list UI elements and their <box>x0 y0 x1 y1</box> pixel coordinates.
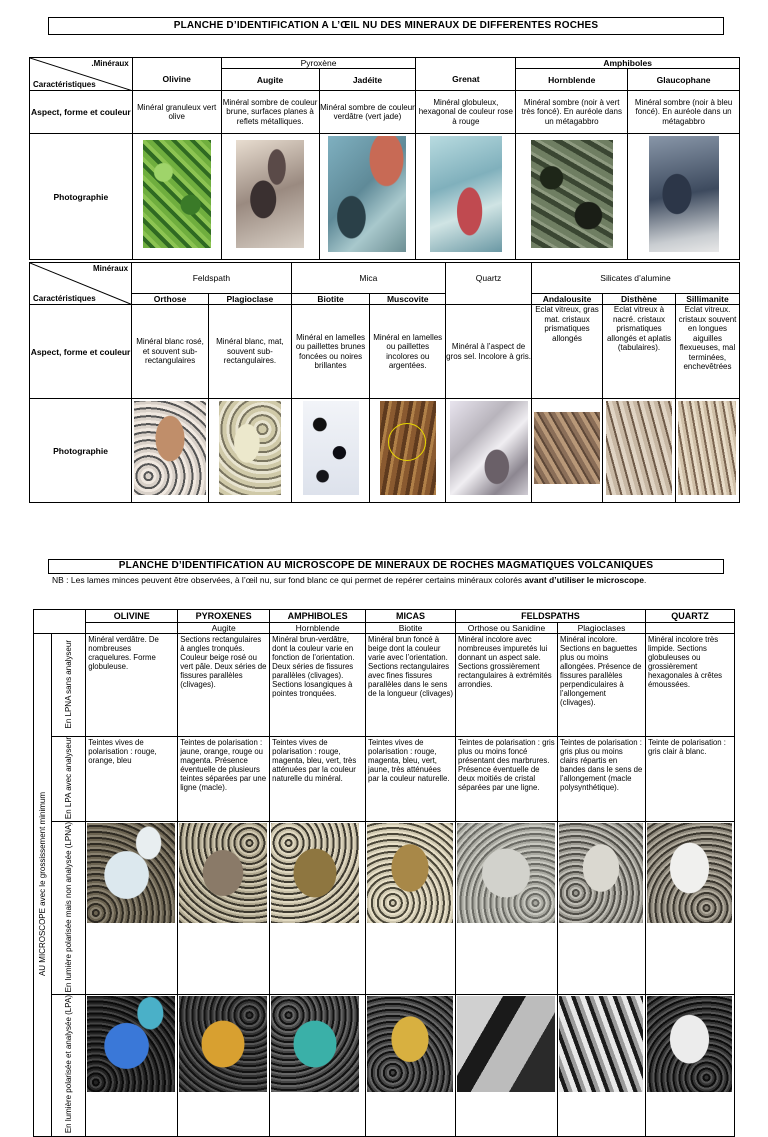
col-plagioclase: Plagioclase <box>209 294 292 305</box>
note-suffix: . <box>643 575 647 585</box>
group-mica: Mica <box>291 263 445 294</box>
desc-augite: Minéral sombre de couleur brune, surfaces planes à reflets métalliques. <box>221 91 319 134</box>
col-orthose: Orthose <box>132 294 209 305</box>
table3 <box>33 609 735 1137</box>
muscovite-circle-marker <box>388 423 426 461</box>
col-disthene: Disthène <box>603 294 676 305</box>
lpna-pyroxenes: Sections rectangulaires à angles tronqués. Couleur beige rosé ou vert pâle. Deux séries de fissures parallèles (clivages). <box>178 634 270 737</box>
lpna-amphiboles: Minéral brun-verdâtre, dont la couleur varie en fonction de l’orientation. Deux séries de fissures parallèles (clivages). Sections losangiques à pointes tronquées. <box>270 634 366 737</box>
table3-note <box>52 575 742 585</box>
desc-muscovite: Minéral en lamelles ou paillettes incolores ou argentées. <box>370 305 446 399</box>
micro-lpna-orthose <box>457 823 555 923</box>
photo-glaucophane <box>649 136 719 252</box>
photo-jadeite <box>328 136 406 252</box>
lpa-plagioclases: Teintes de polarisation : gris plus ou moins clairs répartis en bandes dans le sens de l’allongement (macle polysynthétique). <box>557 737 645 822</box>
table2-corner <box>30 263 132 305</box>
desc-andalousite: Eclat vitreux, gras mat. cristaux prismatiques allongés <box>532 305 603 399</box>
desc-sillimanite: Eclat vitreux. cristaux souvent en longues aiguilles flexueuses, mal terminées, enchevêtrées <box>675 305 739 399</box>
micro-lpa-quartz <box>647 996 732 1092</box>
note-bold: avant d’utiliser le microscope <box>524 575 644 585</box>
desc-grenat: Minéral globuleux, hexagonal de couleur rose à rouge <box>416 91 516 134</box>
note-text: NB : Les lames minces peuvent être observées, à l’œil nu, sur fond blanc ce qui permet de repérer certains minéraux colorés <box>52 575 525 585</box>
photo-orthose <box>134 401 206 495</box>
row-aspect-label-2: Aspect, forme et couleur <box>30 305 132 399</box>
sub-olivine <box>86 623 178 634</box>
desc-hornblende: Minéral sombre (noir à vert très foncé). En auréole dans un métagabbro <box>516 91 628 134</box>
photo-sillimanite <box>678 401 736 495</box>
side-label-microscope: AU MICROSCOPE avec le grossissement minimum <box>37 791 47 976</box>
col-augite: Augite <box>221 69 319 91</box>
row-photo-lpna-label: En lumière polarisée mais non analysée (LPNA) <box>64 822 74 993</box>
table1-corner <box>30 58 133 91</box>
lpa-olivine: Teintes vives de polarisation : rouge, orange, bleu <box>86 737 178 822</box>
micro-lpna-mica <box>367 823 453 923</box>
col-glaucophane: Glaucophane <box>628 69 740 91</box>
row-photo-lpa-label: En lumière polarisée et analysée (LPA) <box>64 995 74 1134</box>
col-micas: MICAS <box>366 610 456 623</box>
corner-minerals-label: .Minéraux <box>91 59 129 68</box>
col-muscovite: Muscovite <box>370 294 446 305</box>
lpa-quartz: Teinte de polarisation : gris clair à blanc. <box>645 737 734 822</box>
lpna-plagioclases: Minéral incolore. Sections en baguettes plus ou moins allongées. Présence de fissures parallèles perpendiculaires à l’allongement (clivages). <box>557 634 645 737</box>
sub-orthose-sanidine: Orthose ou Sanidine <box>456 623 558 634</box>
sub-quartz <box>645 623 734 634</box>
col-quartz-blank <box>446 294 532 305</box>
row-lpna-label: En LPNA sans analyseur <box>64 639 74 729</box>
corner-minerals-label-2: Minéraux <box>92 264 129 273</box>
row-aspect-label: Aspect, forme et couleur <box>30 91 133 134</box>
group-amphiboles: Amphiboles <box>516 58 740 69</box>
table1 <box>29 57 740 260</box>
table1-title: PLANCHE D’IDENTIFICATION A L’ŒIL NU DES MINERAUX DE DIFFERENTES ROCHES <box>48 17 724 35</box>
col-grenat: Grenat <box>416 69 516 91</box>
micro-lpa-amphibole <box>271 996 359 1092</box>
photo-andalousite <box>534 412 600 484</box>
table2 <box>29 262 740 503</box>
micro-lpna-pyroxene <box>179 823 267 923</box>
micro-lpna-plagioclase <box>559 823 643 923</box>
corner-characteristics-label: Caractéristiques <box>33 80 96 89</box>
lpna-olivine: Minéral verdâtre. De nombreuses craquelures. Forme globuleuse. <box>86 634 178 737</box>
desc-disthene: Eclat vitreux à nacré. cristaux prismatiques allongés et aplatis (tabulaires). <box>603 305 676 399</box>
desc-quartz: Minéral à l’aspect de gros sel. Incolore à gris. <box>446 305 532 399</box>
col-hornblende: Hornblende <box>516 69 628 91</box>
desc-plagioclase: Minéral blanc, mat, souvent sub-rectangulaires. <box>209 305 292 399</box>
photo-muscovite <box>380 401 436 495</box>
row-photo-label: Photographie <box>30 134 133 260</box>
photo-disthene <box>606 401 672 495</box>
col-sillimanite: Sillimanite <box>675 294 739 305</box>
col-feldspaths: FELDSPATHS <box>456 610 646 623</box>
micro-lpna-olivine <box>87 823 175 923</box>
photo-olivine <box>143 140 211 248</box>
lpna-micas: Minéral brun foncé à beige dont la couleur varie avec l’orientation. Sections rectangulaires avec fines fissures parallèles dans le sens de la longueur (clivages) <box>366 634 456 737</box>
corner-characteristics-label-2: Caractéristiques <box>33 294 96 303</box>
lpna-quartz: Minéral incolore très limpide. Sections globuleuses ou grossièrement hexagonales à crêtes émoussées. <box>645 634 734 737</box>
table3-title: PLANCHE D’IDENTIFICATION AU MICROSCOPE DE MINERAUX DE ROCHES MAGMATIQUES VOLCANIQUES <box>48 559 724 574</box>
desc-olivine: Minéral granuleux vert olive <box>132 91 221 134</box>
group-feldspath: Feldspath <box>132 263 292 294</box>
micro-lpa-mica <box>367 996 453 1092</box>
micro-lpa-olivine <box>87 996 175 1092</box>
micro-lpa-pyroxene <box>179 996 267 1092</box>
lpa-orthose: Teintes de polarisation : gris plus ou moins foncé présentant des marbrures. Présence éventuelle de deux moitiés de cristal séparées par une ligne. <box>456 737 558 822</box>
sub-biotite: Biotite <box>366 623 456 634</box>
desc-jadeite: Minéral sombre de couleur verdâtre (vert jade) <box>319 91 416 134</box>
desc-glaucophane: Minéral sombre (noir à bleu foncé). En auréole dans un métagabbro <box>628 91 740 134</box>
group-quartz: Quartz <box>446 263 532 294</box>
photo-hornblende <box>531 140 613 248</box>
sub-plagioclases: Plagioclases <box>557 623 645 634</box>
col-olivine: Olivine <box>132 69 221 91</box>
col-biotite: Biotite <box>291 294 370 305</box>
sub-hornblende: Hornblende <box>270 623 366 634</box>
row-lpa-label: En LPA avec analyseur <box>64 737 74 820</box>
col-andalousite: Andalousite <box>532 294 603 305</box>
col-pyroxenes: PYROXENES <box>178 610 270 623</box>
photo-augite <box>236 140 304 248</box>
photo-plagioclase <box>219 401 281 495</box>
lpa-pyroxenes: Teintes de polarisation : jaune, orange, rouge ou magenta. Présence éventuelle de plusieurs teintes séparées par une ligne (macle). <box>178 737 270 822</box>
lpa-amphiboles: Teintes vives de polarisation : rouge, magenta, bleu, vert, très atténuées par la couleur naturelle du minéral. <box>270 737 366 822</box>
micro-lpa-orthose <box>457 996 555 1092</box>
row-photo-label-2: Photographie <box>30 399 132 503</box>
group-pyroxene: Pyroxène <box>221 58 416 69</box>
desc-orthose: Minéral blanc rosé, et souvent sub-rectangulaires <box>132 305 209 399</box>
micro-lpna-amphibole <box>271 823 359 923</box>
photo-biotite <box>303 401 359 495</box>
photo-grenat <box>430 136 502 252</box>
lpa-micas: Teintes vives de polarisation : rouge, magenta, bleu, vert, jaune, très atténuées par la couleur naturelle. <box>366 737 456 822</box>
micro-lpa-plagioclase <box>559 996 643 1092</box>
group-silicates-alumine: Silicates d’alumine <box>532 263 740 294</box>
sub-augite: Augite <box>178 623 270 634</box>
lpna-orthose: Minéral incolore avec nombreuses impuretés lui donnant un aspect sale. Sections grossièrement rectangulaires à extrémités arrondies. <box>456 634 558 737</box>
desc-biotite: Minéral en lamelles ou paillettes brunes foncées ou noires brillantes <box>291 305 370 399</box>
photo-quartz <box>450 401 528 495</box>
col-quartz-micro: QUARTZ <box>645 610 734 623</box>
col-olivine-micro: OLIVINE <box>86 610 178 623</box>
col-amphiboles: AMPHIBOLES <box>270 610 366 623</box>
col-jadeite: Jadéite <box>319 69 416 91</box>
micro-lpna-quartz <box>647 823 732 923</box>
